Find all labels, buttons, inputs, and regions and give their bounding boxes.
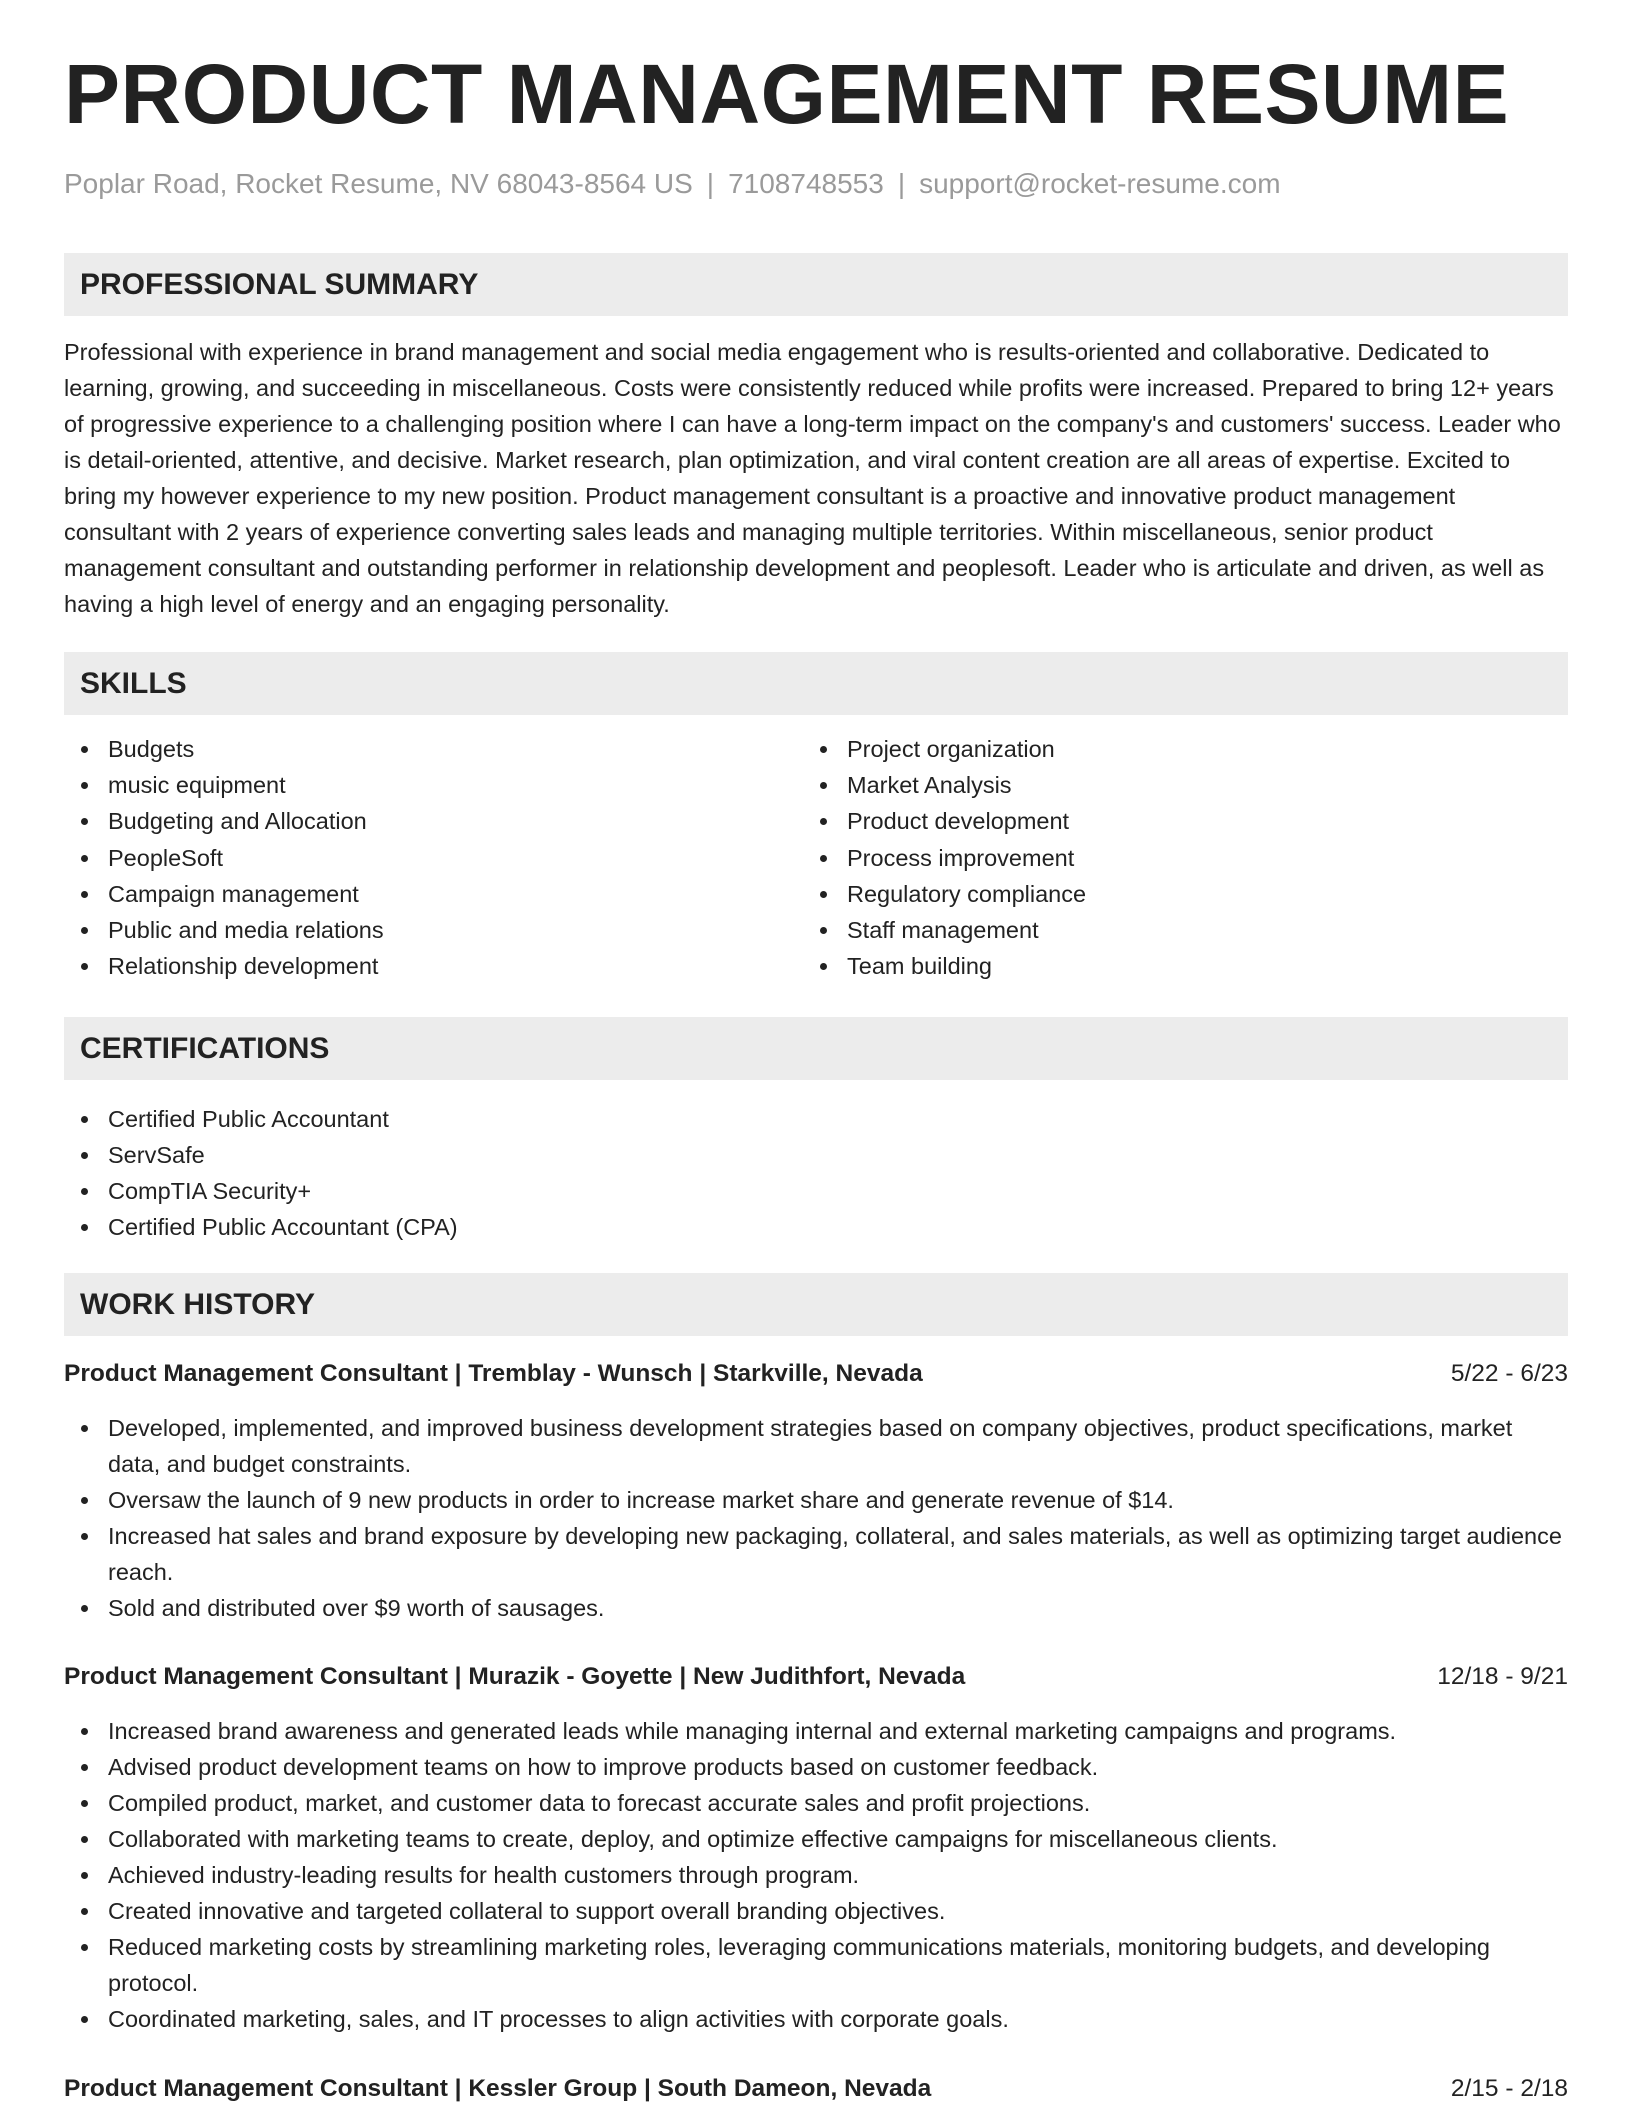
skill-item: Budgeting and Allocation (64, 803, 764, 839)
certification-item: Certified Public Accountant (CPA) (64, 1209, 1568, 1245)
job-dates: 12/18 - 9/21 (1437, 1663, 1568, 1690)
section-header-summary: PROFESSIONAL SUMMARY (64, 253, 1568, 316)
job-bullet: Reduced marketing costs by streamlining marketing roles, leveraging communications materials, monitoring budgets, and developing protocol. (64, 1929, 1568, 2001)
certification-item: ServSafe (64, 1137, 1568, 1173)
job-bullet: Sold and distributed over $9 worth of sausages. (64, 1590, 1568, 1626)
job-bullet: Compiled product, market, and customer data to forecast accurate sales and profit projections. (64, 1785, 1568, 1821)
skill-item: Public and media relations (64, 912, 764, 948)
job-bullets (64, 1410, 1568, 1626)
skill-item: Staff management (803, 912, 1503, 948)
job-bullet: Achieved industry-leading results for health customers through program. (64, 1857, 1568, 1893)
phone: 7108748553 (728, 168, 884, 199)
certifications-list (64, 1101, 1568, 1245)
skill-item: PeopleSoft (64, 840, 764, 876)
skill-item: Regulatory compliance (803, 876, 1503, 912)
email: support@rocket-resume.com (919, 168, 1281, 199)
summary-text: Professional with experience in brand management and social media engagement who is results-oriented and collaborative. Dedicated to learning, growing, and succeeding in miscellaneous. Costs were consistently reduced while profits were increased. Prepared to bring 12+ years of progressive experience to a challenging position where I can have a long-term impact on the company's and customers' success. Leader who is detail-oriented, attentive, and decisive. Market research, plan optimization, and viral content creation are all areas of expertise. Excited to bring my however experience to my new position. Product management consultant is a proactive and innovative product management consultant with 2 years of experience converting sales leads and managing multiple territories. Within miscellaneous, senior product management consultant and outstanding performer in relationship development and peoplesoft. Leader who is articulate and driven, as well as having a high level of energy and an engaging personality. (64, 339, 1561, 617)
section-header-certifications: CERTIFICATIONS (64, 1017, 1568, 1080)
skills-list-right (803, 731, 1503, 984)
job-title: Product Management Consultant | Kessler Group | South Dameon, Nevada (64, 2075, 932, 2102)
section-header-skills: SKILLS (64, 652, 1568, 715)
job-dates: 2/15 - 2/18 (1450, 2075, 1568, 2102)
job-bullet: Advised product development teams on how to improve products based on customer feedback. (64, 1749, 1568, 1785)
job-bullet: Collaborated with marketing teams to create, deploy, and optimize effective campaigns for miscellaneous clients. (64, 1821, 1568, 1857)
job-bullets (64, 1713, 1568, 2037)
skill-item: music equipment (64, 767, 764, 803)
contact-line (64, 168, 1281, 200)
resume-title: PRODUCT MANAGEMENT RESUME (64, 47, 1510, 141)
job-bullet: Increased hat sales and brand exposure by developing new packaging, collateral, and sales materials, as well as optimizing target audience reach. (64, 1518, 1568, 1590)
separator: | (897, 168, 906, 199)
skill-item: Project organization (803, 731, 1503, 767)
skill-item: Budgets (64, 731, 764, 767)
certification-item: Certified Public Accountant (64, 1101, 1568, 1137)
certification-item: CompTIA Security+ (64, 1173, 1568, 1209)
job-bullet: Developed, implemented, and improved business development strategies based on company objectives, product specifications, market data, and budget constraints. (64, 1410, 1568, 1482)
skill-item: Relationship development (64, 948, 764, 984)
skill-item: Team building (803, 948, 1503, 984)
separator: | (706, 168, 715, 199)
skill-item: Campaign management (64, 876, 764, 912)
job-bullet: Coordinated marketing, sales, and IT processes to align activities with corporate goals. (64, 2001, 1568, 2037)
skill-item: Product development (803, 803, 1503, 839)
address: Poplar Road, Rocket Resume, NV 68043-8564 US (64, 168, 693, 199)
skill-item: Market Analysis (803, 767, 1503, 803)
job-bullet: Oversaw the launch of 9 new products in order to increase market share and generate revenue of $14. (64, 1482, 1568, 1518)
job-bullet: Created innovative and targeted collateral to support overall branding objectives. (64, 1893, 1568, 1929)
skills-list-left (64, 731, 764, 984)
section-header-work-history: WORK HISTORY (64, 1273, 1568, 1336)
job-bullet: Increased brand awareness and generated leads while managing internal and external marketing campaigns and programs. (64, 1713, 1568, 1749)
job-title: Product Management Consultant | Murazik - Goyette | New Judithfort, Nevada (64, 1663, 966, 1690)
job-dates: 5/22 - 6/23 (1450, 1360, 1568, 1387)
job-title: Product Management Consultant | Tremblay - Wunsch | Starkville, Nevada (64, 1360, 923, 1387)
skill-item: Process improvement (803, 840, 1503, 876)
